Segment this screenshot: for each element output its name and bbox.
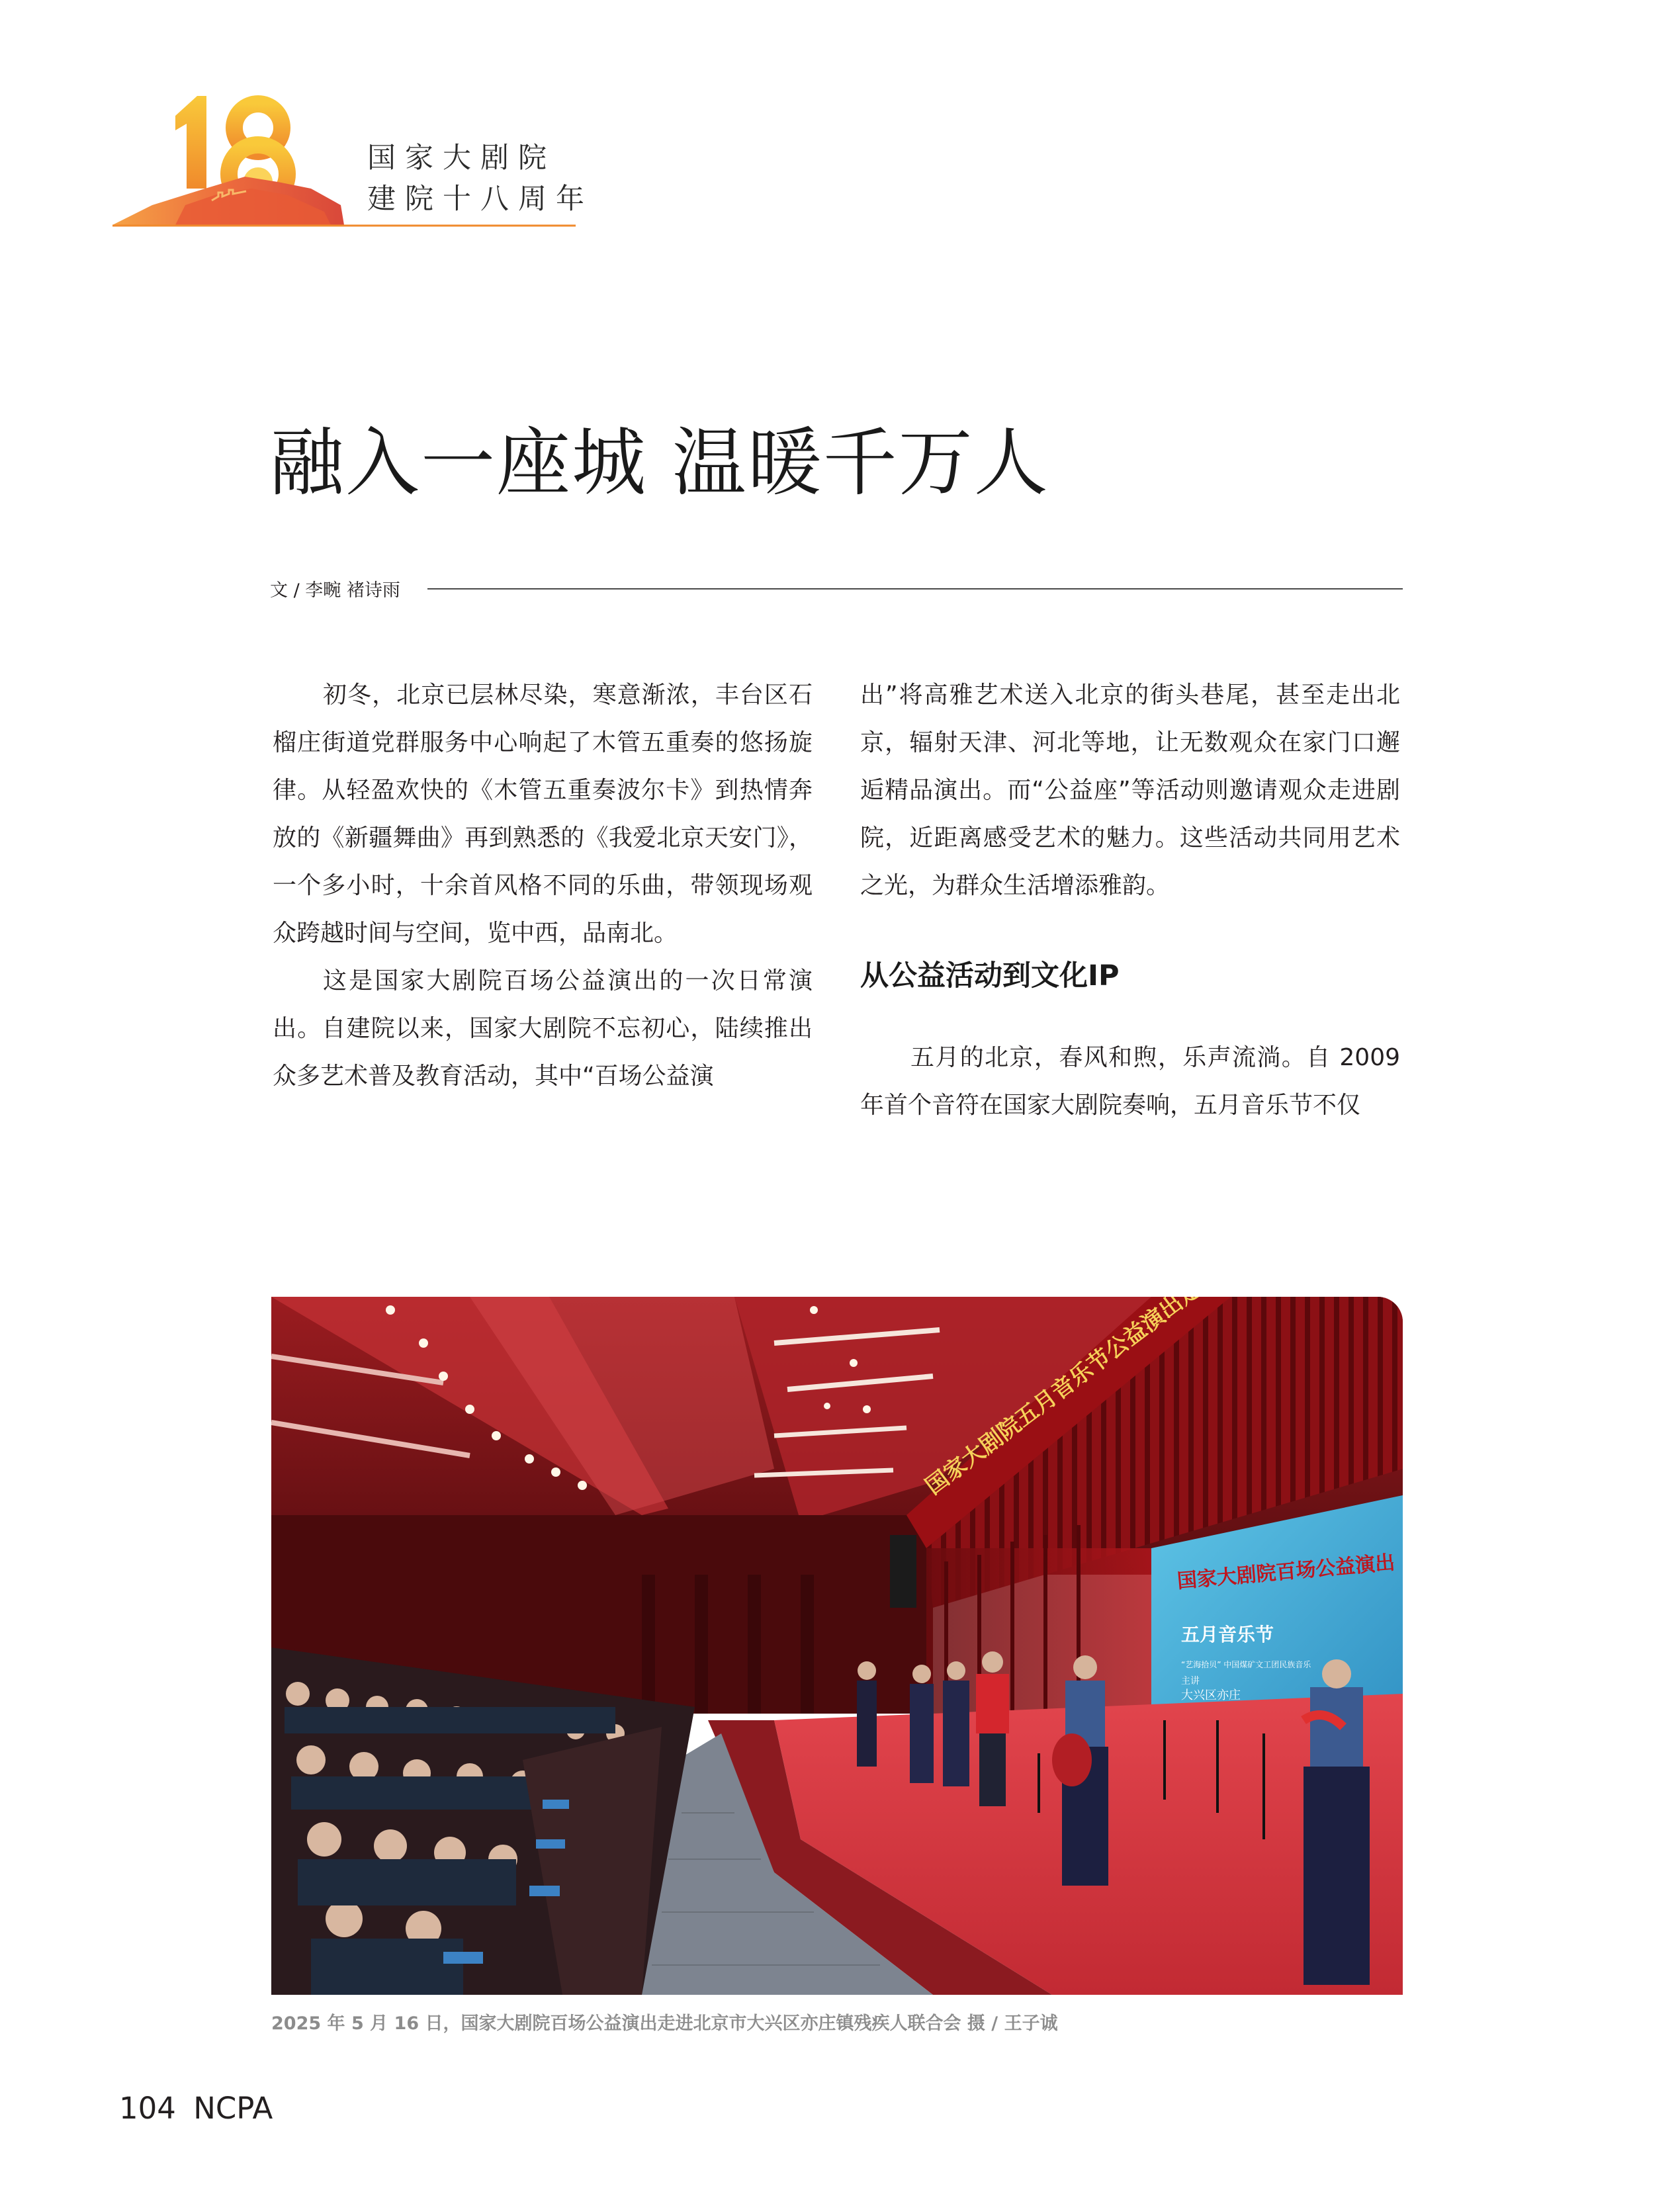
screen-title: 国家大剧院百场公益演出 bbox=[1176, 1551, 1396, 1593]
logo-digit-one bbox=[175, 96, 206, 189]
paragraph: 出”将高雅艺术送入北京的街头巷尾，甚至走出北京，辐射天津、河北等地，让无数观众在家门口邂逅精品演出。而“公益座”等活动则邀请观众走进剧院，近距离感受艺术的魅力。这些活动共同用艺术之光，为群众生活增添雅韵。 bbox=[860, 681, 1400, 899]
screen-line3: 大兴区亦庄 bbox=[1181, 1688, 1241, 1702]
page-footer bbox=[119, 2091, 273, 2126]
right-column bbox=[860, 672, 1400, 1129]
screen-line1: “艺海拾贝” 中国煤矿文工团民族音乐 bbox=[1181, 1660, 1311, 1669]
byline: 文 / 李畹 褚诗雨 bbox=[270, 580, 400, 601]
screen-logo: 五月音乐节 bbox=[1181, 1624, 1274, 1645]
paragraph: 这是国家大剧院百场公益演出的一次日常演出。自建院以来，国家大剧院不忘初心，陆续推出众多艺术普及教育活动，其中“百场公益演 bbox=[273, 967, 813, 1090]
publication-name: NCPA bbox=[193, 2091, 273, 2126]
concert-photo bbox=[271, 1297, 1403, 1995]
paragraph: 五月的北京，春风和煦，乐声流淌。自 2009 年首个音符在国家大剧院奏响，五月音乐节不仅 bbox=[860, 1044, 1400, 1119]
byline-rule bbox=[427, 588, 1403, 590]
byline-row bbox=[270, 576, 1403, 602]
photo-caption: 2025 年 5 月 16 日，国家大剧院百场公益演出走进北京市大兴区亦庄镇残疾人联合会 摄 / 王子诚 bbox=[271, 2013, 1058, 2034]
article-title: 融入一座城 温暖千万人 bbox=[270, 420, 1049, 506]
page-number: 104 bbox=[119, 2091, 176, 2126]
paragraph: 初冬，北京已层林尽染，寒意渐浓，丰台区石榴庄街道党群服务中心响起了木管五重奏的悠扬旋律。从轻盈欢快的《木管五重奏波尔卡》到热情奔放的《新疆舞曲》再到熟悉的《我爱北京天安门》，一个多小时，十余首风格不同的乐曲，带领现场观众跨越时间与空间，览中西，品南北。 bbox=[273, 681, 813, 947]
screen-line2: 主讲 bbox=[1181, 1676, 1200, 1686]
left-column bbox=[273, 672, 813, 1100]
logo-title-line2: 建院十八周年 bbox=[367, 183, 594, 216]
section-heading: 从公益活动到文化IP bbox=[860, 959, 1120, 992]
logo-title-line1: 国家大剧院 bbox=[367, 142, 556, 175]
